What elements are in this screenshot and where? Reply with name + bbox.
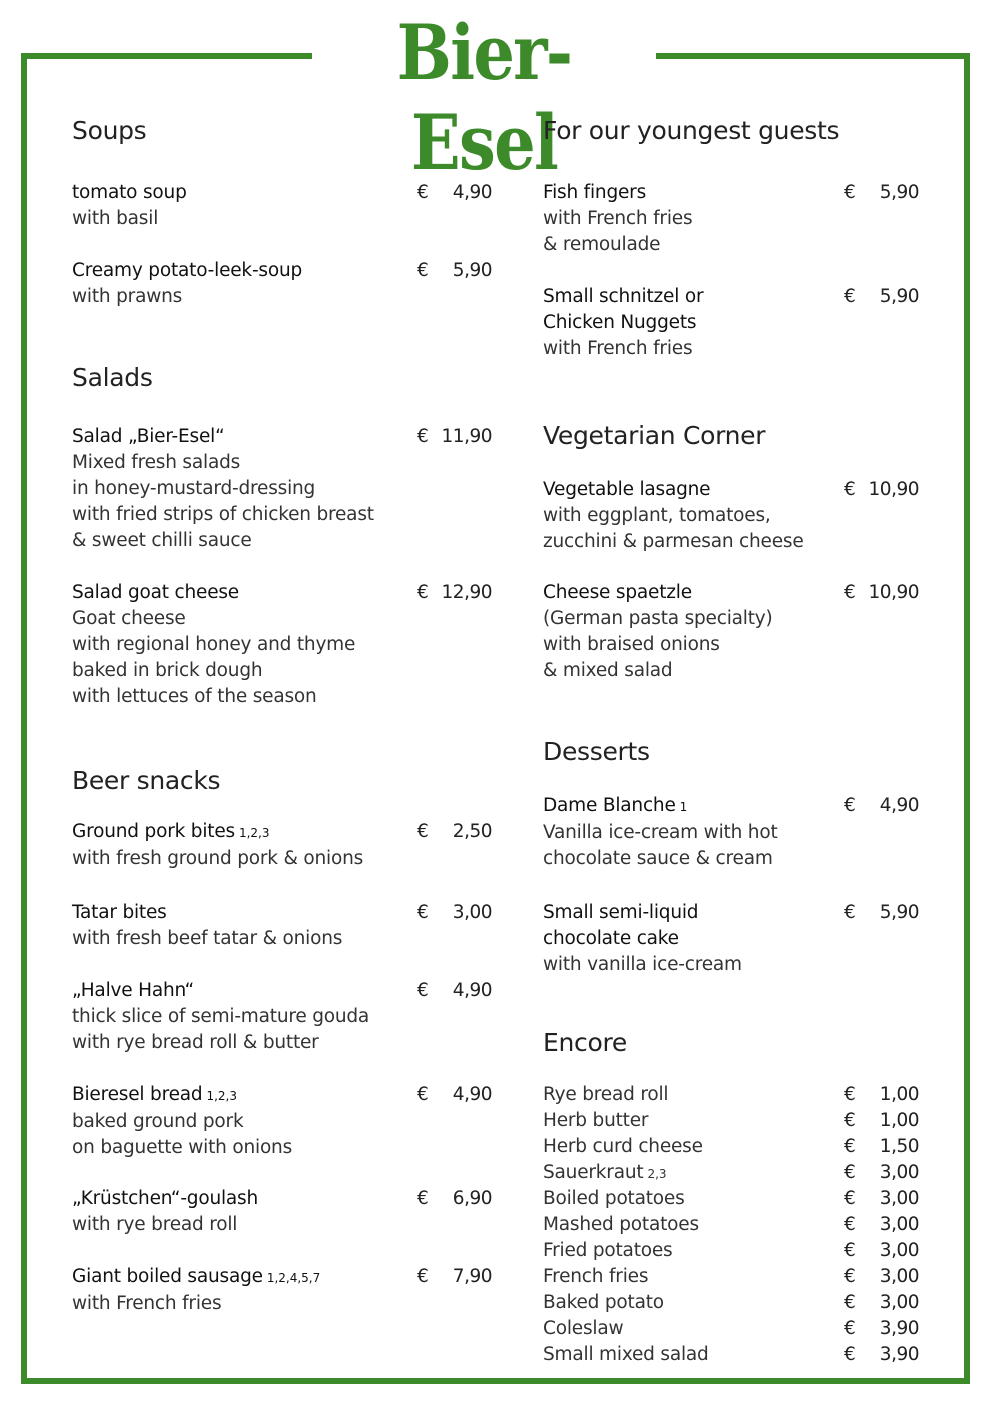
item-desc: with fresh beef tatar & onions <box>72 928 343 949</box>
euro-sign: € <box>844 1318 856 1339</box>
item-price: 3,00 <box>879 1292 919 1313</box>
item-name: Mashed potatoes <box>543 1214 699 1235</box>
euro-sign: € <box>844 1240 856 1261</box>
item-name: „Halve Hahn“ <box>72 980 195 1001</box>
item-name-text: Dame Blanche <box>543 795 676 816</box>
item-desc: with fresh ground pork & onions <box>72 848 364 869</box>
euro-sign: € <box>417 902 429 923</box>
euro-sign: € <box>417 1084 429 1105</box>
item-price: 11,90 <box>441 426 492 447</box>
item-desc: thick slice of semi-mature gouda <box>72 1006 370 1027</box>
section-title-youngest: For our youngest guests <box>543 116 840 145</box>
item-name: tomato soup <box>72 182 187 203</box>
item-price: 1,50 <box>879 1136 919 1157</box>
encore-item <box>543 1186 923 1212</box>
item-price: 4,90 <box>452 182 492 203</box>
item-price: 5,90 <box>879 286 919 307</box>
section-title-beer-snacks: Beer snacks <box>72 766 221 795</box>
item-price: 3,00 <box>879 1188 919 1209</box>
euro-sign: € <box>844 1084 856 1105</box>
encore-item <box>543 1316 923 1342</box>
item-name-line2: chocolate cake <box>543 928 679 949</box>
section-title-encore: Encore <box>543 1028 627 1057</box>
item-name: Cheese spaetzle <box>543 582 692 603</box>
euro-sign: € <box>417 260 429 281</box>
brand-name: Bier-Esel <box>396 8 572 187</box>
section-title-soups: Soups <box>72 116 147 145</box>
euro-sign: € <box>844 1292 856 1313</box>
euro-sign: € <box>417 1188 429 1209</box>
item-desc: with regional honey and thyme <box>72 634 356 655</box>
item-desc: & mixed salad <box>543 660 673 681</box>
item-desc: with basil <box>72 208 159 229</box>
item-desc: with rye bread roll & butter <box>72 1032 319 1053</box>
encore-item <box>543 1238 923 1264</box>
item-price: 3,00 <box>879 1214 919 1235</box>
item-desc: with fried strips of chicken breast <box>72 504 374 525</box>
allergen-codes: 1 <box>679 800 688 814</box>
item-desc: with French fries <box>72 1293 222 1314</box>
item-price: 6,90 <box>452 1188 492 1209</box>
section-title-vegetarian: Vegetarian Corner <box>543 421 766 450</box>
item-name-text: Giant boiled sausage <box>72 1266 263 1287</box>
item-price: 3,00 <box>879 1162 919 1183</box>
item-desc: with French fries <box>543 208 693 229</box>
item-desc: baked in brick dough <box>72 660 263 681</box>
menu-item <box>72 180 492 232</box>
item-desc: chocolate sauce & cream <box>543 848 773 869</box>
item-name: Small mixed salad <box>543 1344 709 1365</box>
item-name: Herb butter <box>543 1110 649 1131</box>
item-desc: Vanilla ice-cream with hot <box>543 822 778 843</box>
euro-sign: € <box>844 1110 856 1131</box>
item-price: 4,90 <box>452 1084 492 1105</box>
item-name: Boiled potatoes <box>543 1188 685 1209</box>
item-price: 5,90 <box>452 260 492 281</box>
item-price: 7,90 <box>452 1266 492 1287</box>
item-desc: & sweet chilli sauce <box>72 530 252 551</box>
encore-item <box>543 1290 923 1316</box>
encore-item <box>543 1212 923 1238</box>
euro-sign: € <box>417 821 429 842</box>
encore-item <box>543 1082 923 1108</box>
allergen-codes: 2,3 <box>647 1167 667 1181</box>
euro-sign: € <box>844 182 856 203</box>
allergen-codes: 1,2,3 <box>206 1089 237 1103</box>
euro-sign: € <box>417 426 429 447</box>
item-price: 12,90 <box>441 582 492 603</box>
item-desc: & remoulade <box>543 234 661 255</box>
menu-item <box>72 258 492 310</box>
euro-sign: € <box>844 1214 856 1235</box>
menu-item <box>72 580 492 710</box>
encore-item <box>543 1160 923 1186</box>
encore-item <box>543 1342 923 1368</box>
euro-sign: € <box>844 479 856 500</box>
item-desc: with French fries <box>543 338 693 359</box>
item-name: Salad „Bier-Esel“ <box>72 426 225 447</box>
item-name: Salad goat cheese <box>72 582 239 603</box>
item-price: 10,90 <box>868 479 919 500</box>
item-name: French fries <box>543 1266 649 1287</box>
item-price: 5,90 <box>879 182 919 203</box>
euro-sign: € <box>844 1266 856 1287</box>
item-name: Fish fingers <box>543 182 647 203</box>
euro-sign: € <box>417 1266 429 1287</box>
item-desc: with braised onions <box>543 634 720 655</box>
item-name: Small semi-liquid <box>543 902 699 923</box>
menu-item <box>543 900 963 978</box>
item-desc: with eggplant, tomatoes, <box>543 505 771 526</box>
menu-item <box>72 424 492 554</box>
encore-item <box>543 1108 923 1134</box>
item-price: 4,90 <box>452 980 492 1001</box>
euro-sign: € <box>844 902 856 923</box>
item-price: 2,50 <box>452 821 492 842</box>
item-name-line2: Chicken Nuggets <box>543 312 697 333</box>
item-price: 10,90 <box>868 582 919 603</box>
item-desc: with rye bread roll <box>72 1214 238 1235</box>
euro-sign: € <box>417 582 429 603</box>
menu-item <box>72 900 492 952</box>
item-price: 3,90 <box>879 1344 919 1365</box>
menu-item <box>72 1082 492 1161</box>
menu-item <box>543 180 963 258</box>
item-price: 1,00 <box>879 1084 919 1105</box>
item-name: Small schnitzel or <box>543 286 704 307</box>
item-desc: zucchini & parmesan cheese <box>543 531 804 552</box>
item-name: Vegetable lasagne <box>543 479 711 500</box>
menu-item <box>543 580 963 684</box>
logo <box>312 8 656 187</box>
item-name-text: Bieresel bread <box>72 1084 203 1105</box>
item-desc: Mixed fresh salads <box>72 452 241 473</box>
item-desc: with lettuces of the season <box>72 686 317 707</box>
item-name: Baked potato <box>543 1292 664 1313</box>
item-desc: with prawns <box>72 286 183 307</box>
section-title-desserts: Desserts <box>543 737 650 766</box>
item-price: 4,90 <box>879 795 919 816</box>
item-name-text: Sauerkraut <box>543 1162 644 1183</box>
menu-item <box>72 1264 492 1317</box>
allergen-codes: 1,2,4,5,7 <box>266 1271 321 1285</box>
menu-item <box>543 477 963 555</box>
euro-sign: € <box>844 286 856 307</box>
item-price: 3,00 <box>879 1240 919 1261</box>
item-desc: Goat cheese <box>72 608 186 629</box>
euro-sign: € <box>417 182 429 203</box>
menu-item <box>543 284 963 362</box>
item-price: 1,00 <box>879 1110 919 1131</box>
menu-item <box>72 819 492 872</box>
item-price: 3,90 <box>879 1318 919 1339</box>
euro-sign: € <box>844 795 856 816</box>
encore-item <box>543 1134 923 1160</box>
euro-sign: € <box>844 1162 856 1183</box>
item-price: 3,00 <box>452 902 492 923</box>
menu-item <box>543 793 963 872</box>
item-name: Rye bread roll <box>543 1084 669 1105</box>
euro-sign: € <box>844 1344 856 1365</box>
allergen-codes: 1,2,3 <box>238 826 270 840</box>
item-name: Tatar bites <box>72 902 167 923</box>
item-price: 5,90 <box>879 902 919 923</box>
euro-sign: € <box>417 980 429 1001</box>
item-desc: in honey-mustard-dressing <box>72 478 316 499</box>
euro-sign: € <box>844 1188 856 1209</box>
menu-item <box>72 1186 492 1238</box>
item-desc: on baguette with onions <box>72 1137 293 1158</box>
menu-item <box>72 978 492 1056</box>
item-name: „Krüstchen“-goulash <box>72 1188 259 1209</box>
item-desc: (German pasta specialty) <box>543 608 773 629</box>
item-name-text: Ground pork bites <box>72 821 235 842</box>
item-price: 3,00 <box>879 1266 919 1287</box>
euro-sign: € <box>844 1136 856 1157</box>
item-name: Creamy potato-leek-soup <box>72 260 303 281</box>
encore-item <box>543 1264 923 1290</box>
section-title-salads: Salads <box>72 363 153 392</box>
euro-sign: € <box>844 582 856 603</box>
item-name: Herb curd cheese <box>543 1136 703 1157</box>
item-desc: with vanilla ice-cream <box>543 954 742 975</box>
item-name: Coleslaw <box>543 1318 624 1339</box>
item-desc: baked ground pork <box>72 1111 244 1132</box>
item-name: Fried potatoes <box>543 1240 673 1261</box>
